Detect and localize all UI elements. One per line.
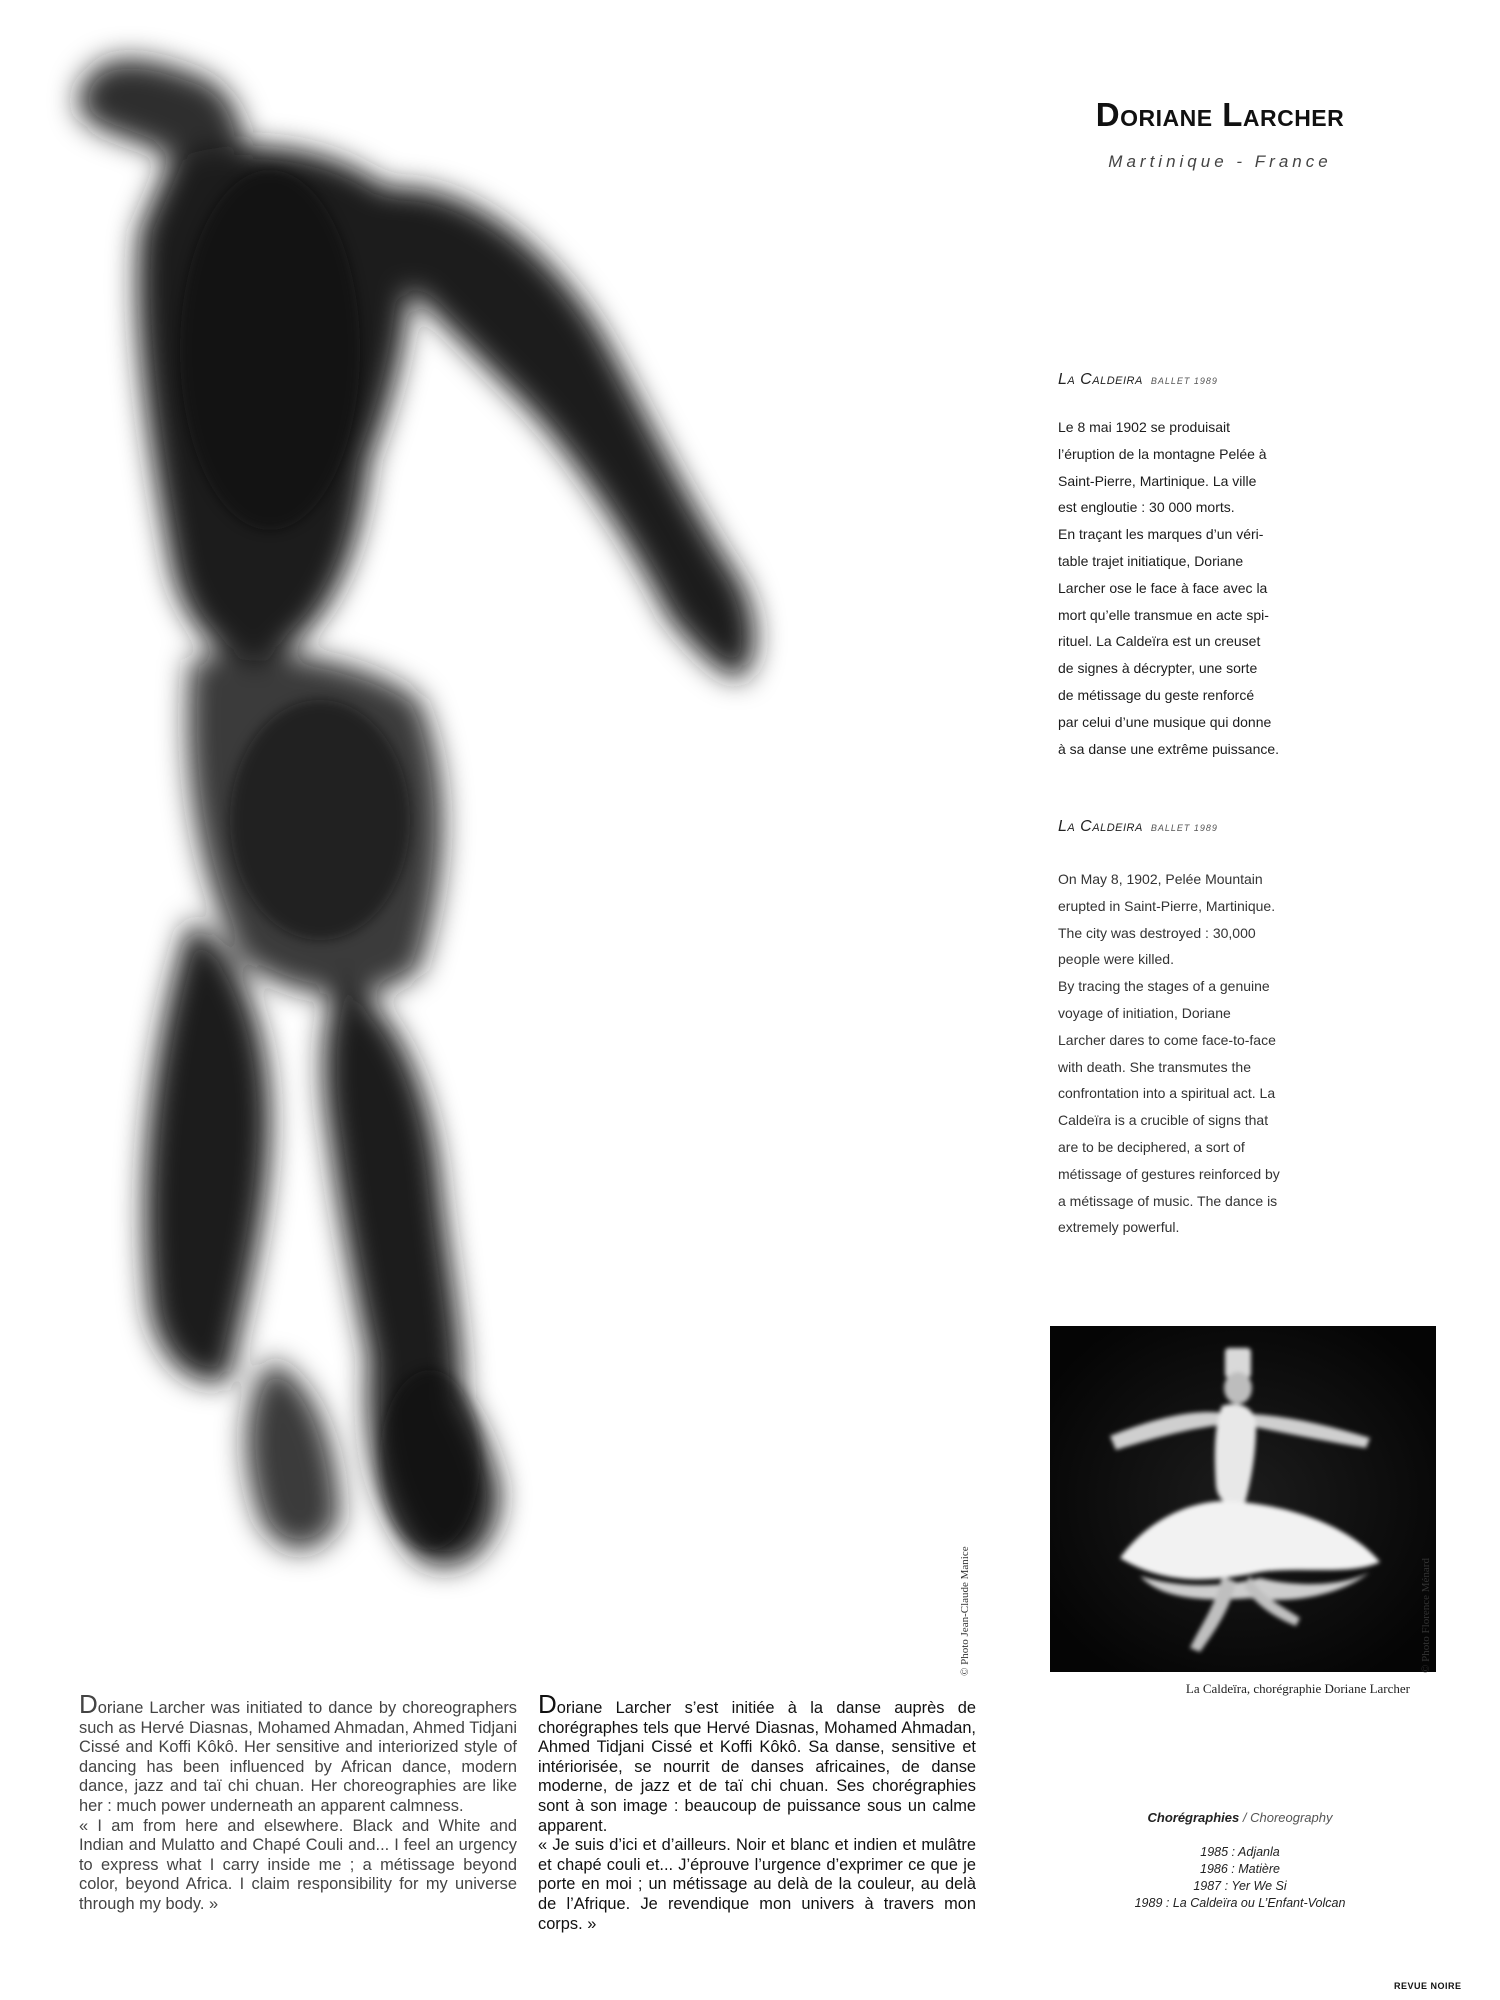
bio-english-paragraph-1 xyxy=(79,1689,517,1817)
text-line: erupted in Saint-Pierre, Martinique. xyxy=(1058,897,1276,914)
bio-text: oriane Larcher s’est initiée à la danse auprès de chorégraphes tels que Hervé Diasnas, Mohamed Ahmadan, Ahmed Tidjani Cissé et Koffi Kôkô. Sa danse, sensitive et intériorisée, se nourrit de danses africaines, de danse moderne, de jazz et de taï chi chuan. Ses chorégraphies sont à son image : beaucoup de puissance sous un calme apparent. xyxy=(538,1699,976,1835)
text-line: are to be deciphered, a sort of xyxy=(1058,1138,1245,1155)
inset-photo-caption: La Caldeïra, chorégraphie Doriane Larcher xyxy=(1185,1681,1410,1696)
choreography-item: 1989 : La Caldeïra ou L’Enfant-Volcan xyxy=(1134,1896,1346,1910)
text-line: Caldeïra is a crucible of signs that xyxy=(1058,1112,1269,1129)
french-section-subtitle: BALLET 1989 xyxy=(1150,376,1218,386)
magazine-logo: REVUE NOIRE xyxy=(1394,1981,1462,1991)
choreography-title-fr: Chorégraphies xyxy=(1147,1810,1240,1825)
artist-name: Doriane Larcher xyxy=(1095,96,1345,133)
choreography-heading xyxy=(1050,1810,1430,1825)
choreography-item: 1986 : Matière xyxy=(1200,1862,1280,1876)
english-section-text xyxy=(1058,866,1280,1241)
bio-text: oriane Larcher was initiated to dance by choreographers such as Hervé Diasnas, Mohamed Ahmadan, Ahmed Tidjani Cissé and Koffi Kôkô. Her sensitive and interiorized style of dancing has been influenced by African dance, modern dance, jazz and taï chi chuan. Her choreographies are like her : much power underneath an apparent calmness. xyxy=(79,1699,517,1815)
choreography-item: 1987 : Yer We Si xyxy=(1193,1879,1287,1893)
bio-french-paragraph-1 xyxy=(538,1689,976,1836)
text-line: table trajet initiatique, Doriane xyxy=(1058,552,1244,569)
text-line: de signes à décrypter, une sorte xyxy=(1058,660,1258,677)
text-line: l’éruption de la montagne Pelée à xyxy=(1058,445,1267,462)
english-section-title xyxy=(1058,818,1358,836)
artist-origin: Martinique - France xyxy=(1108,152,1332,171)
bio-french xyxy=(538,1689,976,1934)
text-line: a métissage of music. The dance is xyxy=(1058,1192,1278,1209)
text-line: voyage of initiation, Doriane xyxy=(1058,1004,1231,1021)
french-section-title xyxy=(1058,371,1358,389)
text-line: rituel. La Caldeïra est un creuset xyxy=(1058,633,1261,650)
text-line: Larcher dares to come face-to-face xyxy=(1058,1031,1276,1048)
choreography-list xyxy=(1050,1844,1430,1912)
text-line: En traçant les marques d’un véri- xyxy=(1058,526,1264,543)
text-line: extremely powerful. xyxy=(1058,1219,1180,1236)
text-line: de métissage du geste renforcé xyxy=(1058,686,1255,703)
text-line: people were killed. xyxy=(1058,951,1174,968)
drop-cap: D xyxy=(538,1689,557,1719)
bio-english xyxy=(79,1689,517,1915)
text-line: Larcher ose le face à face avec la xyxy=(1058,579,1268,596)
text-line: with death. She transmutes the xyxy=(1058,1058,1251,1075)
drop-cap: D xyxy=(79,1689,98,1719)
text-line: par celui d’une musique qui donne xyxy=(1058,713,1272,730)
text-line: mort qu’elle transmue en acte spi- xyxy=(1058,606,1269,623)
inset-photo-credit: © Photo Florence Ménard xyxy=(1420,1558,1432,1673)
text-line: By tracing the stages of a genuine xyxy=(1058,978,1270,995)
french-section-title-text: La Caldeira xyxy=(1058,371,1143,388)
dancer-photo xyxy=(40,20,940,1660)
text-line: est engloutie : 30 000 morts. xyxy=(1058,499,1235,516)
inset-dancer-photo xyxy=(1050,1326,1436,1672)
text-line: On May 8, 1902, Pelée Mountain xyxy=(1058,871,1263,887)
choreography-title-en: Choreography xyxy=(1250,1810,1333,1825)
main-photo-credit: © Photo Jean-Claude Manice xyxy=(959,1546,971,1676)
bio-french-paragraph-2: « Je suis d’ici et d’ailleurs. Noir et blanc et indien et mulâtre et chapé couli et... J’éprouve l’urgence d’exprimer ce que je porte en moi ; un métissage au delà de la couleur, au delà de l’Afrique. Je revendique mon univers à travers mon corps. » xyxy=(538,1836,976,1933)
text-line: Le 8 mai 1902 se produisait xyxy=(1058,419,1230,435)
bio-english-paragraph-2: « I am from here and elsewhere. Black and White and Indian and Mulatto and Chapé Couli and... I feel an urgency to express what I carry inside me ; a métissage beyond color, beyond Africa. I claim responsibility for my universe through my body. » xyxy=(79,1816,517,1913)
text-line: métissage of gestures reinforced by xyxy=(1058,1165,1280,1182)
choreography-item: 1985 : Adjanla xyxy=(1200,1845,1280,1859)
text-line: Saint-Pierre, Martinique. La ville xyxy=(1058,472,1257,489)
text-line: à sa danse une extrême puissance. xyxy=(1058,740,1280,757)
english-section-subtitle: BALLET 1989 xyxy=(1150,823,1218,833)
french-section-text xyxy=(1058,414,1280,762)
english-section-title-text: La Caldeira xyxy=(1058,818,1143,835)
choreography-separator: / xyxy=(1239,1810,1251,1825)
text-line: confrontation into a spiritual act. La xyxy=(1058,1085,1276,1102)
text-line: The city was destroyed : 30,000 xyxy=(1058,924,1256,941)
